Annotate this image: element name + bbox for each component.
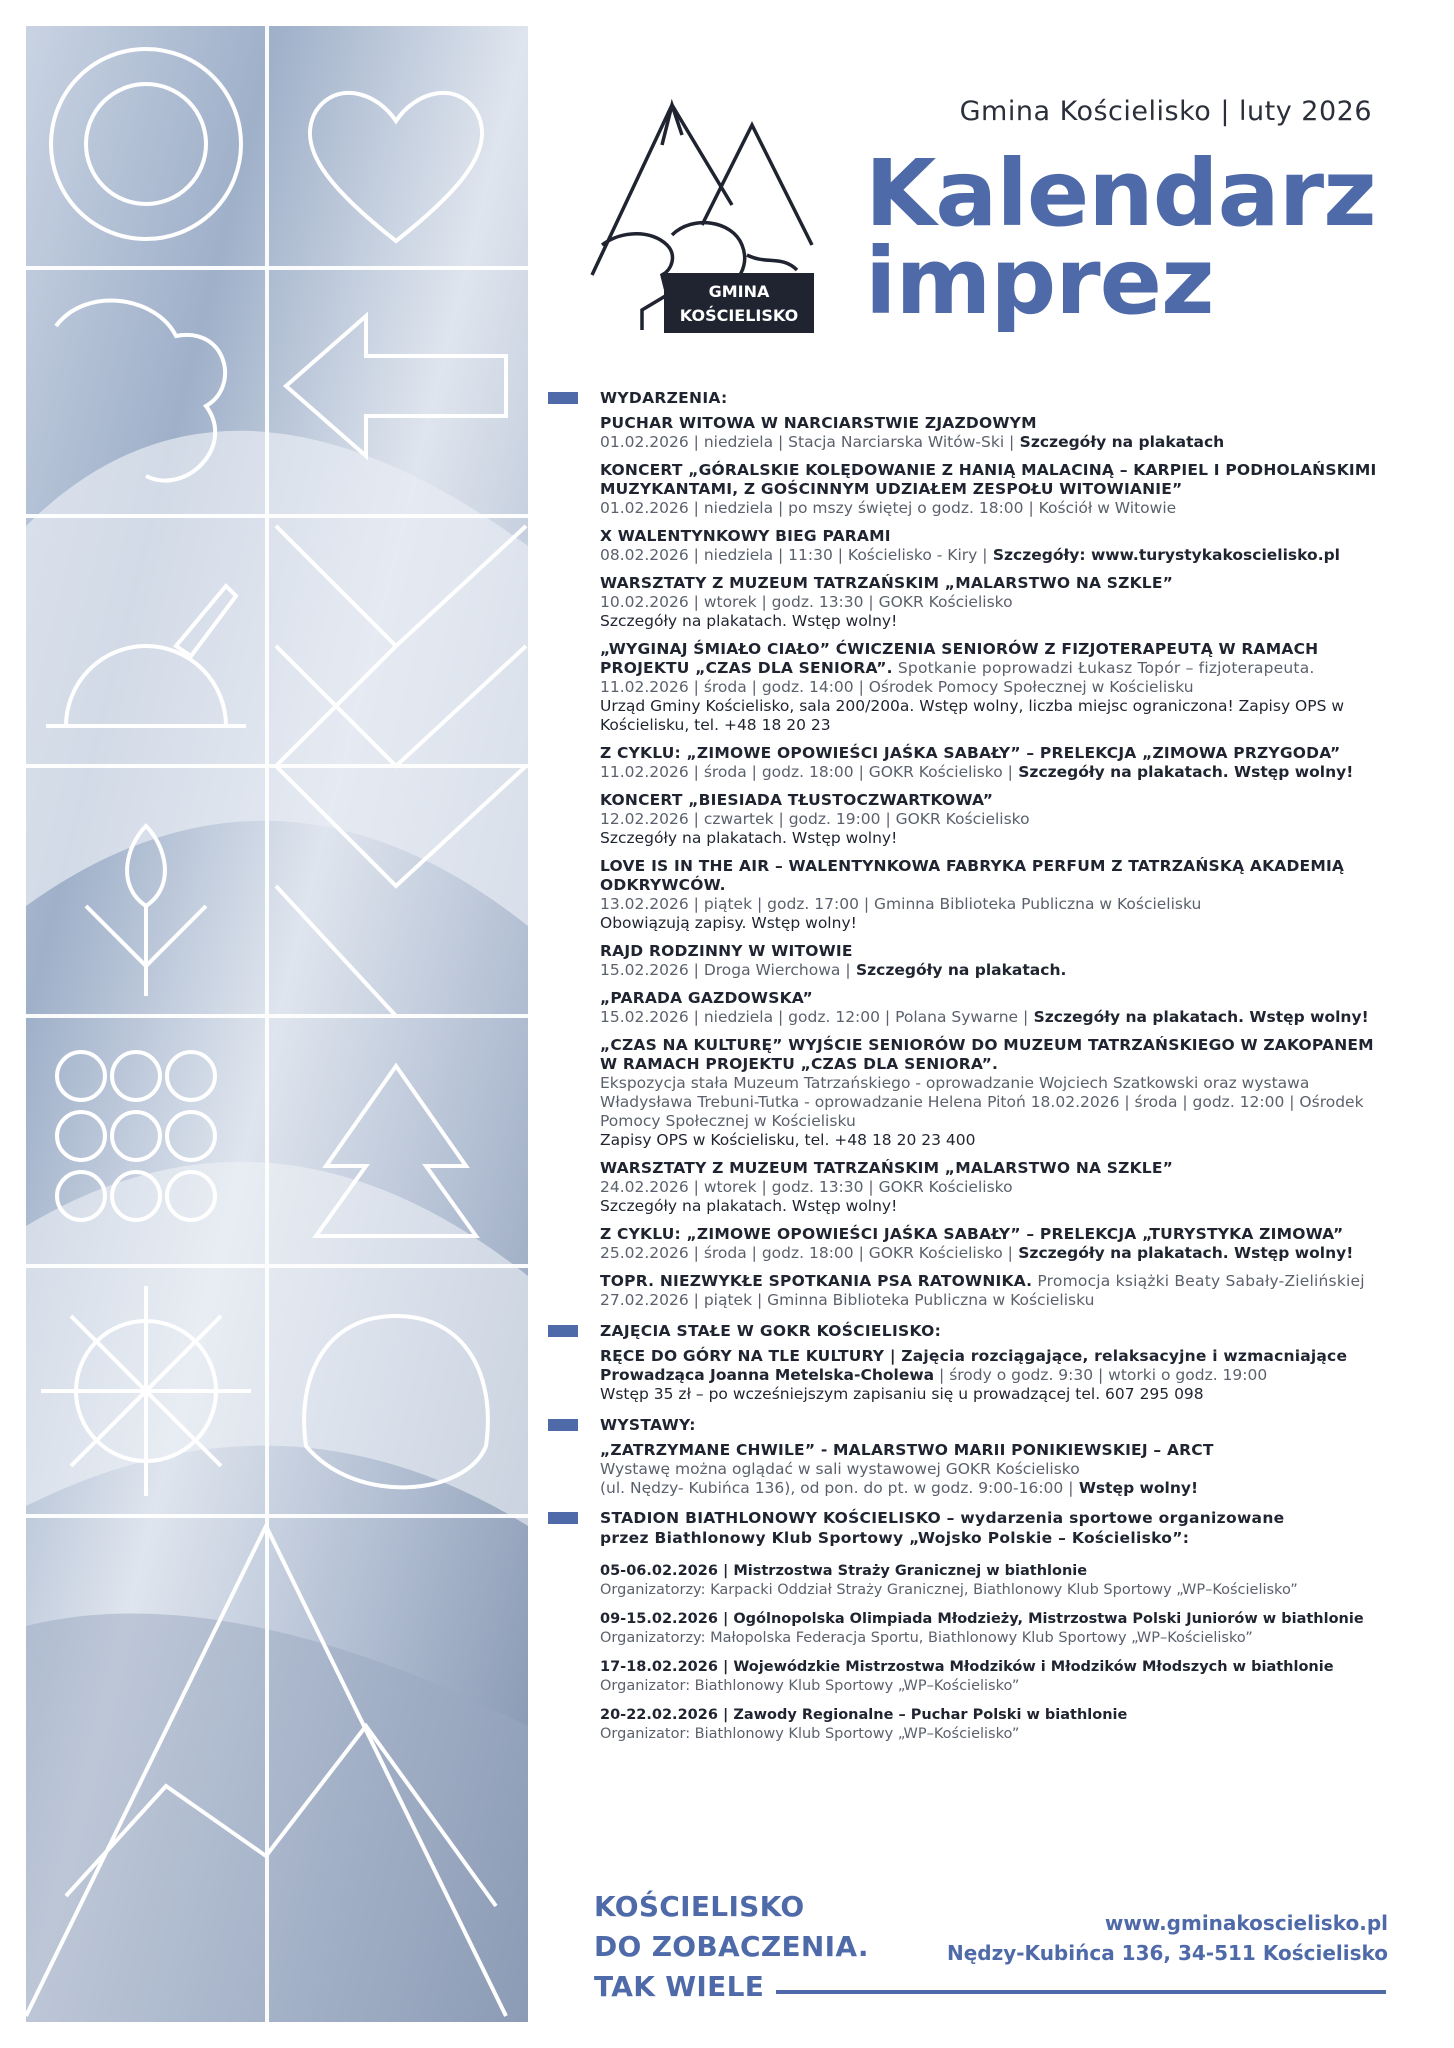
event-item [600,744,1388,782]
section-bar [548,1325,578,1337]
event-extra: Obowiązują zapisy. Wstęp wolny! [600,914,857,932]
footer-divider [776,1990,1386,1994]
event-title [600,857,1388,895]
class-price: Wstęp 35 zł – po wcześniejszym zapisaniu się u prowadzącej tel. 607 295 098 [600,1385,1204,1403]
event-extra: Szczegóły na plakatach. Wstęp wolny! [600,1197,898,1215]
biathlon-event-line [600,1706,1388,1725]
header-org-period: Gmina Kościelisko | luty 2026 [959,96,1372,127]
snow-photo-collage [26,26,528,2022]
event-title-text: KONCERT „BIESIADA TŁUSTOCZWARTKOWA” [600,791,994,809]
event-title [600,1272,1388,1291]
event-info [600,1008,1388,1027]
event-item [600,414,1388,452]
event-info [600,1178,1388,1197]
slogan-line2: DO ZOBACZENIA. [594,1930,869,1963]
section-stadium-title [600,1508,1284,1548]
event-date-place: 25.02.2026 | środa | godz. 18:00 | GOKR Kościelisko | [600,1244,1013,1262]
event-title-text: X WALENTYNKOWY BIEG PARAMI [600,527,891,545]
event-title-text: WARSZTATY Z MUZEUM TATRZAŃSKIM „MALARSTWO NA SZKLE” [600,574,1174,592]
event-details: Szczegóły na plakatach. Wstęp wolny! [1012,1244,1354,1262]
event-details: Szczegóły na plakatach. Wstęp wolny! [1028,1008,1369,1026]
biathlon-date: 09-15.02.2026 [600,1611,718,1627]
logo-text-line2: KOŚCIELISKO [679,306,799,325]
footer-website-link[interactable]: www.gminakoscielisko.pl [1104,1911,1388,1935]
class-item [600,1347,1388,1404]
event-date-place: 10.02.2026 | wtorek | godz. 13:30 | GOKR Kościelisko [600,593,1013,611]
event-date-place: 11.02.2026 | środa | godz. 14:00 | Ośrodek Pomocy Społecznej w Kościelisku [600,678,1194,696]
stadium-title-line2: przez Biathlonowy Klub Sportowy „Wojsko Polskie – Kościelisko”: [600,1529,1190,1547]
biathlon-event [600,1658,1388,1695]
event-title-text: „CZAS NA KULTURĘ” WYJŚCIE SENIORÓW DO MUZEUM TATRZAŃSKIEGO W ZAKOPANEM W RAMACH PROJEKTU „CZAS DLA SENIORA”. [600,1036,1374,1073]
event-date-place: 08.02.2026 | niedziela | 11:30 | Kościelisko - Kiry | [600,546,988,564]
title-line-1: Kalendarz [865,140,1376,247]
event-info [600,433,1388,452]
biathlon-organizer: Organizator: Biathlonowy Klub Sportowy „WP–Kościelisko” [600,1678,1020,1694]
event-title [600,1159,1388,1178]
event-info [600,546,1388,565]
biathlon-event [600,1706,1388,1743]
biathlon-event-line [600,1562,1388,1581]
event-title [600,989,1388,1008]
event-info [600,1074,1388,1131]
section-bar [548,392,578,404]
event-extra: Urząd Gminy Kościelisko, sala 200/200a. Wstęp wolny, liczba miejsc ograniczona! Zapisy OPS w Kościelisku, tel. +48 18 20 23 [600,697,1345,734]
biathlon-name: | Zawody Regionalne – Puchar Polski w biathlonie [717,1707,1128,1723]
section-bar [548,1419,578,1431]
biathlon-name: | Ogólnopolska Olimpiada Młodzieży, Mistrzostwa Polski Juniorów w biathlonie [717,1611,1364,1627]
section-classes-header [548,1319,1388,1343]
event-title [600,414,1388,433]
exhibition-hours [600,1479,1388,1498]
gmina-logo [582,95,822,340]
event-title-text: Z CYKLU: „ZIMOWE OPOWIEŚCI JAŚKA SABAŁY” – PRELEKCJA „ZIMOWA PRZYGODA” [600,744,1341,762]
event-date-place: 24.02.2026 | wtorek | godz. 13:30 | GOKR Kościelisko [600,1178,1013,1196]
event-item [600,1272,1388,1310]
event-info [600,810,1388,829]
event-title-text: LOVE IS IN THE AIR – WALENTYNKOWA FABRYKA PERFUM Z TATRZAŃSKĄ AKADEMIĄ ODKRYWCÓW. [600,857,1345,894]
event-extra: Zapisy OPS w Kościelisku, tel. +48 18 20 23 400 [600,1131,976,1149]
footer-slogan [594,1887,869,2007]
exhibition-hours-text: (ul. Nędzy- Kubińca 136), od pon. do pt. w godz. 9:00-16:00 | [600,1479,1074,1497]
stadium-title-line1: STADION BIATHLONOWY KOŚCIELISKO – wydarzenia sportowe organizowane [600,1509,1285,1527]
class-title: RĘCE DO GÓRY NA TLE KULTURY | Zajęcia rozciągające, relaksacyjne i wzmacniające [600,1347,1348,1365]
events-content [548,386,1388,1754]
event-item [600,527,1388,565]
biathlon-list [548,1562,1388,1743]
event-date-place: 11.02.2026 | środa | godz. 18:00 | GOKR Kościelisko | [600,763,1013,781]
title-line-2: imprez [865,228,1214,335]
page-title [865,140,1376,335]
event-item [600,640,1388,735]
section-events-title: WYDARZENIA: [600,389,728,407]
section-exhibitions-header [548,1413,1388,1437]
event-details: Szczegóły na plakatach. Wstęp wolny! [1012,763,1354,781]
event-title [600,744,1388,763]
exhibition-free-entry: Wstęp wolny! [1073,1479,1199,1497]
exhibition-location: Wystawę można oglądać w sali wystawowej GOKR Kościelisko [600,1460,1080,1478]
event-date-place: Ekspozycja stała Muzeum Tatrzańskiego - oprowadzanie Wojciech Szatkowski oraz wystawa Władysława Trebuni-Tutka - oprowadzanie Helena Pitoń 18.02.2026 | środa | godz. 12:00 | Ośrodek Pomocy Społecznej w Kościelisku [600,1074,1364,1130]
event-info [600,1244,1388,1263]
biathlon-organizer: Organizatorzy: Małopolska Federacja Sportu, Biathlonowy Klub Sportowy „WP–Kościelisko” [600,1630,1253,1646]
event-info [600,678,1388,697]
event-title [600,640,1388,678]
event-info [600,763,1388,782]
event-title-text: TOPR. NIEZWYKŁE SPOTKANIA PSA RATOWNIKA. [600,1272,1033,1290]
biathlon-organizer: Organizator: Biathlonowy Klub Sportowy „WP–Kościelisko” [600,1726,1020,1742]
biathlon-event [600,1562,1388,1599]
biathlon-event-line [600,1610,1388,1629]
event-item [600,1036,1388,1150]
footer-address: Nędzy-Kubińca 136, 34-511 Kościelisko [946,1941,1388,1965]
event-info [600,895,1388,914]
event-item [600,857,1388,933]
footer-contact [947,1908,1388,1968]
mountains-faces-logo-icon [582,95,822,340]
event-date-place: 27.02.2026 | piątek | Gminna Biblioteka Publiczna w Kościelisku [600,1291,1095,1309]
event-title-note: Spotkanie poprowadzi Łukasz Topór – fizjoterapeuta. [892,659,1315,677]
section-stadium-header [548,1508,1388,1548]
event-item [600,989,1388,1027]
event-title [600,574,1388,593]
biathlon-date: 05-06.02.2026 [600,1563,718,1579]
event-details: Szczegóły na plakatach. [850,961,1067,979]
section-classes-title: ZAJĘCIA STAŁE W GOKR KOŚCIELISKO: [600,1322,942,1340]
event-item [600,461,1388,518]
event-title-text: WARSZTATY Z MUZEUM TATRZAŃSKIM „MALARSTWO NA SZKLE” [600,1159,1174,1177]
event-title-text: „PARADA GAZDOWSKA” [600,989,813,1007]
event-title-text: KONCERT „GÓRALSKIE KOLĘDOWANIE Z HANIĄ MALACINĄ – KARPIEL I PODHOLAŃSKIMI MUZYKANTAMI, Z GOŚCINNYM UDZIAŁEM ZESPOŁU WITOWIANIE” [600,461,1377,498]
event-title-note: Promocja książki Beaty Sabały-Zielińskiej [1032,1272,1365,1290]
event-info [600,961,1388,980]
event-date-place: 15.02.2026 | niedziela | godz. 12:00 | Polana Sywarne | [600,1008,1029,1026]
event-info [600,499,1388,518]
biathlon-name: | Mistrzostwa Straży Granicznej w biathlonie [717,1563,1088,1579]
event-title [600,527,1388,546]
biathlon-event [600,1610,1388,1647]
exhibition-item [600,1441,1388,1498]
event-item [600,1159,1388,1216]
biathlon-date: 17-18.02.2026 [600,1659,718,1675]
event-item [600,791,1388,848]
event-title-text: Z CYKLU: „ZIMOWE OPOWIEŚCI JAŚKA SABAŁY” – PRELEKCJA „TURYSTYKA ZIMOWA” [600,1225,1344,1243]
event-extra: Szczegóły na plakatach. Wstęp wolny! [600,612,898,630]
event-title [600,1225,1388,1244]
biathlon-date: 20-22.02.2026 [600,1707,718,1723]
biathlon-organizer: Organizatorzy: Karpacki Oddział Straży Granicznej, Biathlonowy Klub Sportowy „WP–Kościelisko” [600,1582,1298,1598]
event-title-text: RAJD RODZINNY W WITOWIE [600,942,853,960]
biathlon-name: | Wojewódzkie Mistrzostwa Młodzików i Młodzików Młodszych w biathlonie [717,1659,1334,1675]
exhibition-title: „ZATRZYMANE CHWILE” - MALARSTWO MARII PONIKIEWSKIEJ – ARCT [600,1441,1214,1459]
event-info [600,1291,1388,1310]
event-date-place: 12.02.2026 | czwartek | godz. 19:00 | GOKR Kościelisko [600,810,1030,828]
event-item [600,574,1388,631]
event-title [600,942,1388,961]
event-date-place: 01.02.2026 | niedziela | Stacja Narciarska Witów-Ski | [600,433,1015,451]
section-bar [548,1512,578,1524]
decorative-winter-strip [26,26,528,2022]
event-extra: Szczegóły na plakatach. Wstęp wolny! [600,829,898,847]
section-exhibitions-title: WYSTAWY: [600,1416,696,1434]
event-details: Szczegóły: www.turystykakoscielisko.pl [987,546,1340,564]
event-title [600,1036,1388,1074]
slogan-line3: TAK WIELE [594,1970,765,2003]
event-info [600,593,1388,612]
event-date-place: 15.02.2026 | Droga Wierchowa | [600,961,851,979]
event-details: Szczegóły na plakatach [1014,433,1225,451]
event-title [600,461,1388,499]
class-times: | środy o godz. 9:30 | wtorki o godz. 19:00 [934,1366,1268,1384]
event-item [600,942,1388,980]
event-date-place: 01.02.2026 | niedziela | po mszy świętej o godz. 18:00 | Kościół w Witowie [600,499,1177,517]
biathlon-event-line [600,1658,1388,1677]
event-title-text: „WYGINAJ ŚMIAŁO CIAŁO” ĆWICZENIA SENIORÓW Z FIZJOTERAPEUTĄ W RAMACH PROJEKTU „CZAS DLA SENIORA”. [600,640,1319,677]
events-list [548,414,1388,1310]
class-instructor: Prowadząca Joanna Metelska-Cholewa [600,1366,935,1384]
class-schedule [600,1366,1388,1385]
event-title-text: PUCHAR WITOWA W NARCIARSTWIE ZJAZDOWYM [600,414,1037,432]
logo-text-line1: GMINA [708,282,770,301]
event-date-place: 13.02.2026 | piątek | godz. 17:00 | Gminna Biblioteka Publiczna w Kościelisku [600,895,1202,913]
section-events-header [548,386,1388,410]
event-item [600,1225,1388,1263]
slogan-line1: KOŚCIELISKO [594,1890,805,1923]
event-title [600,791,1388,810]
